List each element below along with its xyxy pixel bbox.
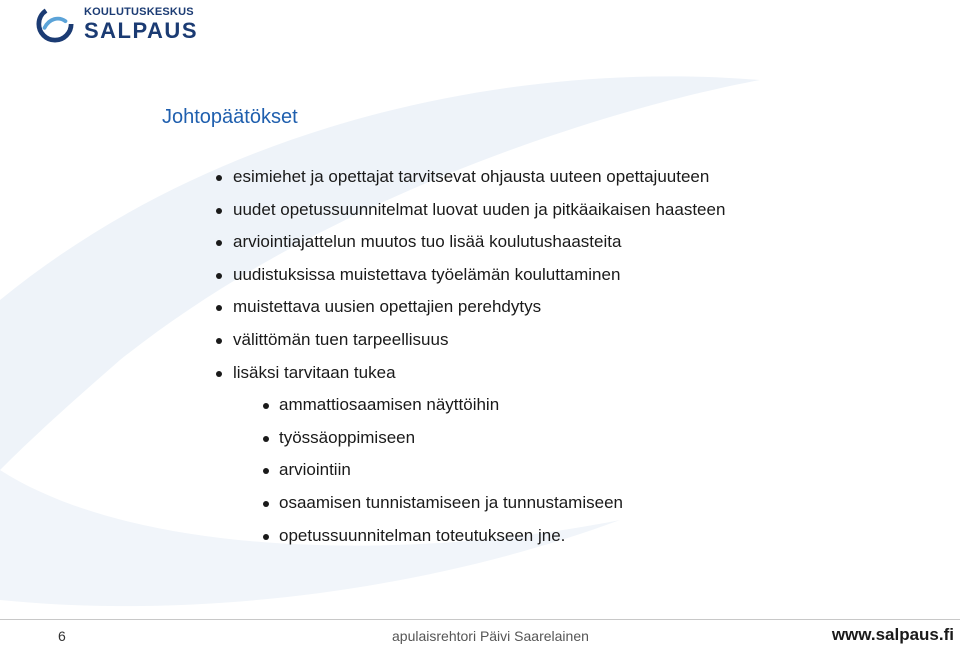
bullet-item: välittömän tuen tarpeellisuus [215,324,725,357]
bullet-item: uudet opetussuunnitelmat luovat uuden ja pitkäaikaisen haasteen [215,194,725,227]
logo-subtitle: KOULUTUSKESKUS [84,5,194,18]
bullet-item: lisäksi tarvitaan tukea [215,357,725,390]
footer-divider [0,619,960,620]
sub-bullet-item: työssäoppimiseen [215,422,725,455]
sub-bullet-item: osaamisen tunnistamiseen ja tunnustamiseen [215,487,725,520]
bullet-item: uudistuksissa muistettava työelämän kouluttaminen [215,259,725,292]
salpaus-logo [36,4,206,44]
bullet-item: arviointiajattelun muutos tuo lisää koulutushaasteita [215,226,725,259]
sub-bullet-item: opetussuunnitelman toteutukseen jne. [215,520,725,553]
sub-bullet-item: arviointiin [215,454,725,487]
logo-wordmark: SALPAUS [84,17,198,43]
slide-title: Johtopäätökset [162,106,298,128]
salpaus-logo-icon [36,5,74,43]
bullet-item: esimiehet ja opettajat tarvitsevat ohjausta uuteen opettajuuteen [215,161,725,194]
page-number: 6 [58,628,66,644]
sub-bullet-item: ammattiosaamisen näyttöihin [215,389,725,422]
bullet-list [215,161,725,552]
bullet-item: muistettava uusien opettajien perehdytys [215,291,725,324]
footer-url: www.salpaus.fi [831,625,954,644]
footer-author: apulaisrehtori Päivi Saarelainen [392,628,589,644]
